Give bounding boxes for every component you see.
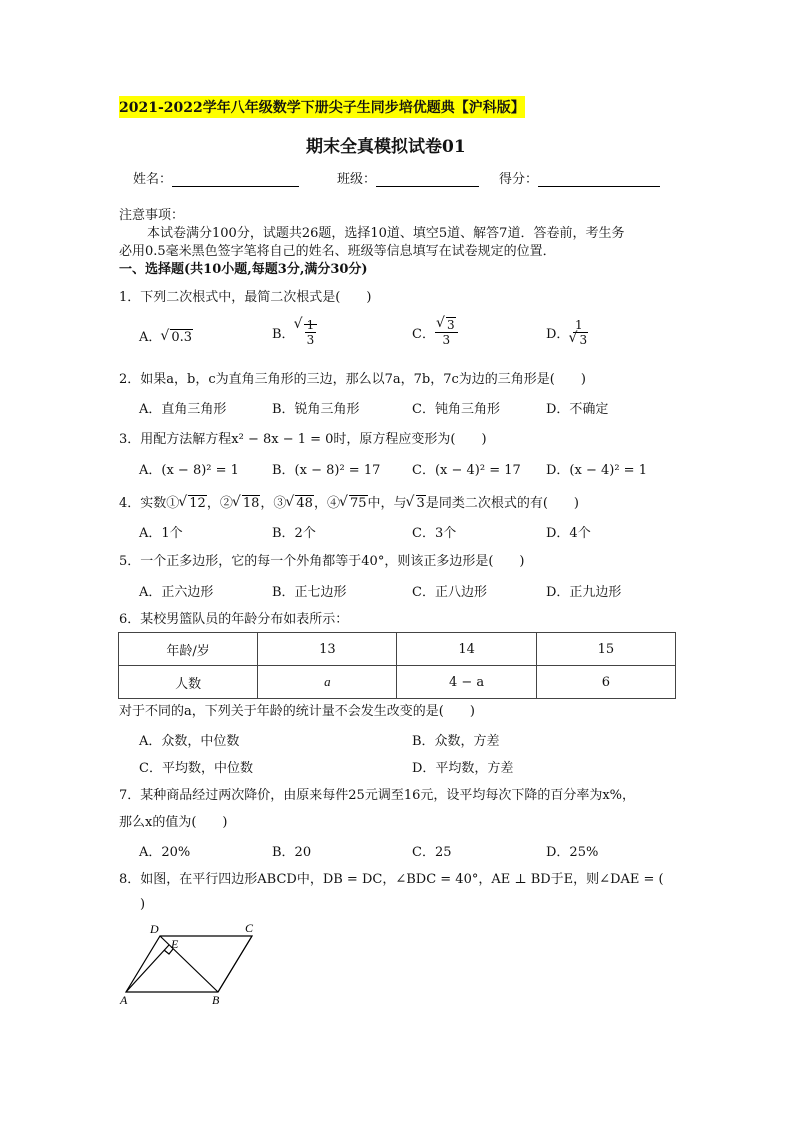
- table-row: [119, 666, 676, 699]
- diagonal-bd: [160, 936, 218, 992]
- notice-heading: 注意事项：: [119, 208, 185, 223]
- table-cell: 15: [536, 633, 675, 666]
- table-cell: 人数: [119, 666, 258, 699]
- q7-stem-line2: 那么x的值为( ): [119, 815, 228, 830]
- q3-stem: 3．用配方法解方程x² − 8x − 1 = 0时，原方程应变形为( ): [119, 432, 487, 447]
- sqrt-symbol: √ 0.3: [161, 330, 193, 345]
- name-blank[interactable]: [172, 172, 299, 187]
- q3-option-a[interactable]: A．(x − 8)² = 1: [139, 463, 239, 478]
- q3-option-d[interactable]: D．(x − 4)² = 1: [546, 463, 647, 478]
- q2-option-c[interactable]: C．钝角三角形: [412, 402, 500, 417]
- q7-option-a[interactable]: A．20%: [139, 845, 191, 860]
- header-banner: 2021-2022学年八年级数学下册尖子生同步培优题典【沪科版】: [119, 96, 525, 118]
- label-c: C: [245, 921, 254, 935]
- table-cell: 13: [258, 633, 397, 666]
- q6-after: 对于不同的a，下列关于年龄的统计量不会发生改变的是( ): [119, 704, 475, 719]
- q2-option-d[interactable]: D．不确定: [546, 402, 609, 417]
- table-cell: a: [258, 666, 397, 699]
- q5-stem: 5．一个正多边形，它的每一个外角都等于40°，则该正多边形是( ): [119, 554, 525, 569]
- score-label: 得分：: [499, 172, 539, 187]
- q4-stem: 4．实数①√ 12，②√ 18，③√ 48，④√ 75中，与√ 3是同类二次根式的有( ): [119, 492, 579, 511]
- name-field[interactable]: [133, 168, 299, 187]
- label-e: E: [171, 937, 179, 951]
- q1-option-c[interactable]: C． √ $\frac{3}{3}$: [412, 318, 458, 347]
- label-d: D: [150, 922, 159, 936]
- page-title: 期末全真模拟试卷01: [306, 137, 466, 157]
- side-bc: [218, 936, 252, 992]
- class-blank[interactable]: [376, 172, 479, 187]
- q7-stem-line1: 7．某种商品经过两次降价，由原来每件25元调至16元，设平均每次下降的百分率为x%，: [119, 788, 636, 803]
- q4-option-c[interactable]: C．3个: [412, 526, 457, 541]
- q1-option-b[interactable]: B． √ $\frac{1}{3}$: [272, 318, 317, 347]
- q5-option-a[interactable]: A．正六边形: [139, 585, 214, 600]
- q5-option-b[interactable]: B．正七边形: [272, 585, 347, 600]
- q7-option-c[interactable]: C．25: [412, 845, 452, 860]
- segment-ae: [126, 945, 169, 992]
- q6-option-d[interactable]: D．平均数，方差: [412, 761, 514, 776]
- q3-option-c[interactable]: C．(x − 4)² = 17: [412, 463, 521, 478]
- q6-option-c[interactable]: C．平均数，中位数: [139, 761, 253, 776]
- name-label: 姓名：: [133, 172, 173, 187]
- class-field[interactable]: [337, 168, 479, 187]
- q4-option-b[interactable]: B．2个: [272, 526, 316, 541]
- table-cell: 4 − a: [397, 666, 536, 699]
- parallelogram-figure: [112, 918, 292, 1010]
- q3-option-b[interactable]: B．(x − 8)² = 17: [272, 463, 381, 478]
- q6-option-b[interactable]: B．众数，方差: [412, 734, 500, 749]
- table-cell: 6: [536, 666, 675, 699]
- table-cell: 14: [397, 633, 536, 666]
- q8-stem: 8．如图，在平行四边形ABCD中，DB = DC，∠BDC = 40°，AE ⊥ BD于E，则∠DAE = (: [119, 872, 664, 887]
- q6-stem: 6．某校男篮队员的年龄分布如表所示：: [119, 612, 349, 627]
- q7-option-b[interactable]: B．20: [272, 845, 312, 860]
- section1-heading: 一、选择题(共10小题,每题3分,满分30分): [119, 262, 368, 277]
- q5-option-c[interactable]: C．正八边形: [412, 585, 487, 600]
- label-a: A: [120, 993, 128, 1007]
- notice-line1: 本试卷满分100分，试题共26题，选择10道、填空5道、解答7道．答卷前，考生务: [147, 226, 625, 241]
- q4-option-a[interactable]: A．1个: [139, 526, 183, 541]
- q5-option-d[interactable]: D．正九边形: [546, 585, 622, 600]
- q4-option-d[interactable]: D．4个: [546, 526, 591, 541]
- notice-line2: 必用0.5毫米黑色签字笔将自己的姓名、班级等信息填写在试卷规定的位置．: [119, 244, 556, 259]
- class-label: 班级：: [337, 172, 377, 187]
- q1-option-d[interactable]: D． 1 √ 3: [546, 318, 588, 347]
- q2-stem: 2．如果a，b，c为直角三角形的三边，那么以7a，7b，7c为边的三角形是( ): [119, 372, 586, 387]
- q1-stem: 1．下列二次根式中，最简二次根式是( ): [119, 290, 372, 305]
- q8-stem-end: ): [140, 897, 146, 912]
- q2-option-b[interactable]: B．锐角三角形: [272, 402, 360, 417]
- label-b: B: [212, 993, 220, 1007]
- age-table: [118, 632, 676, 699]
- q7-option-d[interactable]: D．25%: [546, 845, 599, 860]
- q2-option-a[interactable]: A．直角三角形: [139, 402, 227, 417]
- score-blank[interactable]: [538, 172, 660, 187]
- q1-option-a[interactable]: A．√ 0.3: [139, 326, 193, 345]
- table-cell: 年龄/岁: [119, 633, 258, 666]
- score-field[interactable]: [499, 168, 660, 187]
- q6-option-a[interactable]: A．众数，中位数: [139, 734, 240, 749]
- table-row: [119, 633, 676, 666]
